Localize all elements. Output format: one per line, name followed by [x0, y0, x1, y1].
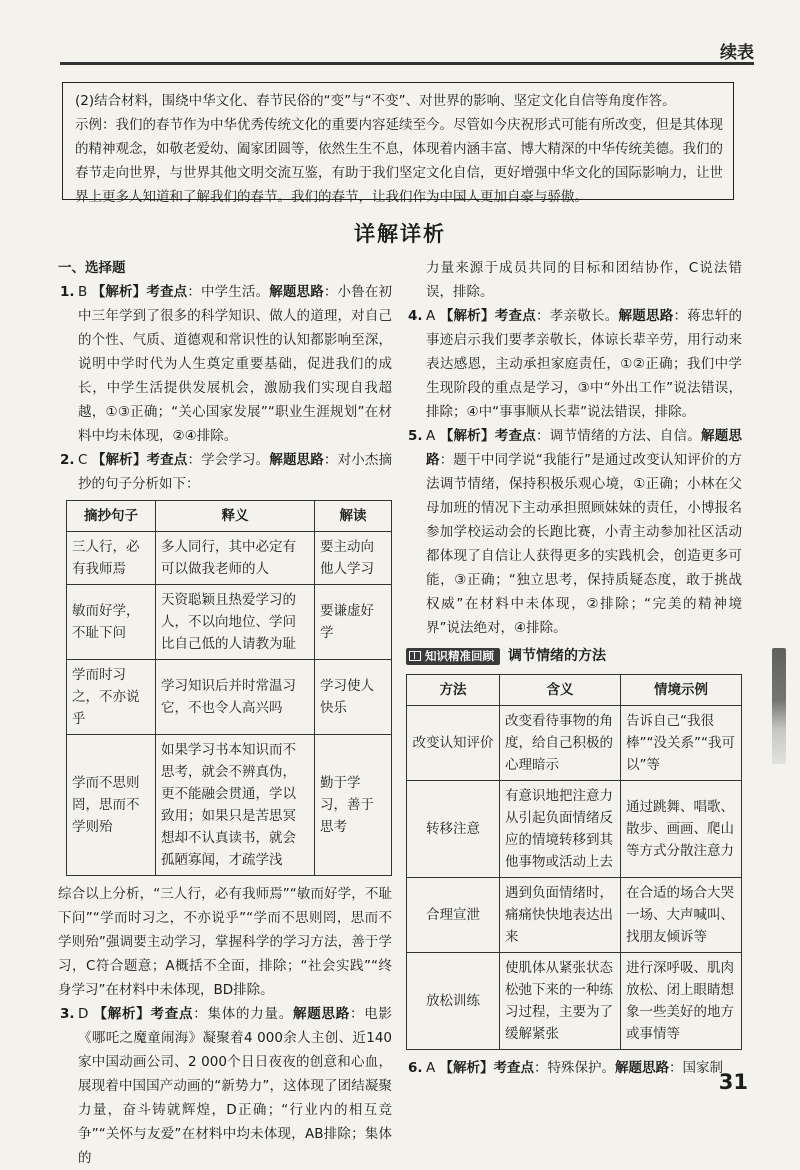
question-number: 5.: [408, 428, 423, 444]
table-row: [407, 706, 742, 781]
answer-box-example: 示例：我们的春节作为中华优秀传统文化的重要内容延续至今。尽管如今庆祝形式可能有所改变，但是其体现的精神观念，如敬老爱幼、阖家团圆等，依然生生不息，体现着内涵丰富、博大精深的中华传统美德。我们的春节走向世界，与世界其他文明交流互鉴，有助于我们坚定文化自信，更好增强中华文化的国际影响力，让世界上更多人知道和了解我们的春节。我们的春节，让我们作为中国人更加自豪与骄傲。: [75, 117, 723, 205]
header-rule: [60, 62, 754, 65]
text: ：集体的力量。: [193, 1006, 293, 1022]
section-title: 一、选择题: [58, 260, 126, 276]
question-2-conclusion: 综合以上分析，“三人行，必有我师焉”“敏而好学，不耻下问”“学而时习之，不亦说乎”“学而不思则罔，思而不学则殆”强调要主动学习，掌握科学的学习方法，善于学习，C符合题意；A概括不全面，排除；“社会实践”“终身学习”在材料中未体现，BD排除。: [58, 886, 392, 998]
keyword: 解题思路: [615, 1060, 670, 1076]
excerpt-table-wrap: [58, 500, 392, 876]
question-number: 3.: [60, 1006, 75, 1022]
answer-letter: C: [78, 452, 88, 468]
table-cell: 要主动向他人学习: [315, 532, 392, 585]
right-column: [406, 256, 742, 1080]
question-number: 1.: [60, 284, 75, 300]
knowledge-review-header: [406, 644, 742, 668]
page-edge-tab: [772, 648, 786, 764]
table-row: [67, 735, 392, 876]
question-2: [58, 448, 392, 496]
text: ：题干中同学说“我能行”是通过改变认知评价的方法调节情绪，保持积极乐观心境，①正确；小林在父母加班的情况下主动承担照顾妹妹的责任，小博报名参加学校运动会的长跑比赛，小青主动参加社区活动都体现了自信让人获得更多的实践机会，创造更多可能，③正确；“独立思考，保持质疑态度，敢于挑战权威”在材料中未体现，②排除；“完美的精神境界”说法绝对，④排除。: [426, 452, 742, 636]
question-number: 2.: [60, 452, 75, 468]
table-header: 解读: [315, 501, 392, 532]
text: ：学会学习。: [187, 452, 270, 468]
question-number: 6.: [408, 1060, 423, 1076]
table-cell: 告诉自己“我很棒”“没关系”“我可以”等: [621, 706, 742, 781]
question-6: [406, 1056, 742, 1080]
keyword: 解题思路: [426, 428, 743, 468]
text: ：调节情绪的方法、自信。: [536, 428, 702, 444]
table-cell: 在合适的场合大哭一场、大声喊叫、找朋友倾诉等: [621, 878, 742, 953]
question-5: [406, 424, 742, 640]
table-row: [407, 878, 742, 953]
table-row: [67, 532, 392, 585]
answer-box: [62, 82, 734, 205]
knowledge-review-badge: [406, 648, 500, 665]
table-header: 方法: [407, 675, 500, 706]
answer-letter: D: [78, 1006, 89, 1022]
keyword: 考查点: [146, 452, 188, 468]
keyword: 考查点: [494, 308, 537, 324]
table-header: 含义: [500, 675, 621, 706]
left-column: [58, 256, 392, 1170]
question-4: [406, 304, 742, 424]
question-3-continued: 力量来源于成员共同的目标和团结协作，C说法错误，排除。: [426, 260, 742, 300]
question-3: [58, 1002, 392, 1170]
table-cell: 学习使人快乐: [315, 660, 392, 735]
answer-box-line1: (2)结合材料，围绕中华文化、春节民俗的“变”与“不变”、对世界的影响、坚定文化自信等角度作答。: [75, 93, 676, 109]
knowledge-review-title: 调节情绪的方法: [508, 648, 606, 664]
table-cell: 天资聪颖且热爱学习的人，不以向地位、学问比自己低的人请教为耻: [156, 585, 315, 660]
keyword: 考查点: [146, 284, 188, 300]
badge-label: 知识精准回顾: [425, 648, 494, 663]
text: ：小鲁在初中三年学到了很多的科学知识、做人的道理，对自己的个性、气质、道德观和常识性的认知都影响至深，说明中学时代为人生奠定重要基础，促进我们的成长，中学生活提供发展机会，激励我们实现自我超越，①③正确；“关心国家发展”“职业生涯规划”在材料中均未体现，②④排除。: [78, 284, 392, 444]
analysis-tag: 【解析】: [91, 284, 147, 300]
keyword: 解题思路: [269, 284, 324, 300]
table-header: 情境示例: [621, 675, 742, 706]
analysis-tag: 【解析】: [439, 1060, 494, 1076]
keyword: 解题思路: [269, 452, 324, 468]
keyword: 考查点: [494, 428, 537, 444]
table-cell: 进行深呼吸、肌肉放松、闭上眼睛想象一些美好的地方或事情等: [621, 953, 742, 1050]
table-header-row: [67, 501, 392, 532]
table-header: 释义: [156, 501, 315, 532]
analysis-tag: 【解析】: [439, 428, 495, 444]
text: ：对小杰摘抄的句子分析如下：: [78, 452, 393, 492]
continued-label: 续表: [720, 43, 754, 63]
table-cell: 多人同行，其中必定有可以做我老师的人: [156, 532, 315, 585]
book-icon: [409, 651, 421, 661]
question-1: [58, 280, 392, 448]
text: ：蒋忠轩的事迹启示我们要孝亲敬长，体谅长辈辛劳，用行动来表达感恩，主动承担家庭责任，①②正确；我们中学生现阶段的重点是学习，③中“外出工作”说法错误，排除；④中“事事顺从长辈”说法错误，排除。: [426, 308, 743, 420]
answer-letter: A: [426, 308, 436, 324]
analysis-tag: 【解析】: [439, 308, 495, 324]
text: ：国家制: [669, 1060, 724, 1076]
page-number: 31: [718, 1070, 748, 1094]
table-cell: 放松训练: [407, 953, 500, 1050]
table-cell: 要谦虚好学: [315, 585, 392, 660]
table-cell: 使肌体从紧张状态松弛下来的一种练习过程，主要为了缓解紧张: [500, 953, 621, 1050]
analysis-tag: 【解析】: [93, 1006, 151, 1022]
text: ：特殊保护。: [534, 1060, 616, 1076]
table-row: [407, 781, 742, 878]
section-heading: 详解详析: [354, 222, 446, 246]
text: ：电影《哪吒之魔童闹海》凝聚着4 000余人主创、近140家中国动画公司、2 000个日日夜夜的创意和心血，展现着中国国产动画的“新势力”，这体现了团结凝聚力量，奋斗铸就辉煌，D正确；“行业内的相互竞争”“关怀与友爱”在材料中均未体现，AB排除；集体的: [78, 1006, 393, 1166]
table-header: 摘抄句子: [67, 501, 156, 532]
table-cell: 有意识地把注意力从引起负面情绪反应的情境转移到其他事物或活动上去: [500, 781, 621, 878]
excerpt-table: [66, 500, 392, 876]
table-row: [67, 585, 392, 660]
keyword: 解题思路: [293, 1006, 351, 1022]
emotion-methods-table: [406, 674, 742, 1050]
table-cell: 合理宣泄: [407, 878, 500, 953]
table-cell: 勤于学习，善于思考: [315, 735, 392, 876]
table-header-row: [407, 675, 742, 706]
table-row: [407, 953, 742, 1050]
keyword: 考查点: [150, 1006, 194, 1022]
table-row: [67, 660, 392, 735]
table-cell: 改变认知评价: [407, 706, 500, 781]
table-cell: 通过跳舞、唱歌、散步、画画、爬山等方式分散注意力: [621, 781, 742, 878]
keyword: 解题思路: [618, 308, 674, 324]
table-cell: 三人行，必有我师焉: [67, 532, 156, 585]
table-cell: 学而时习之，不亦说乎: [67, 660, 156, 735]
table-cell: 学而不思则罔，思而不学则殆: [67, 735, 156, 876]
answer-letter: B: [78, 284, 88, 300]
table-cell: 如果学习书本知识而不思考，就会不辨真伪，更不能融会贯通，学以致用；如果只是苦思冥想却不认真读书，就会孤陋寡闻，才疏学浅: [156, 735, 315, 876]
table-cell: 遇到负面情绪时，痛痛快快地表达出来: [500, 878, 621, 953]
table-cell: 学习知识后并时常温习它，不也令人高兴吗: [156, 660, 315, 735]
keyword: 考查点: [493, 1060, 535, 1076]
question-number: 4.: [408, 308, 423, 324]
text: ：中学生活。: [187, 284, 270, 300]
table-cell: 改变看待事物的角度，给自己积极的心理暗示: [500, 706, 621, 781]
text: ：孝亲敬长。: [536, 308, 619, 324]
answer-letter: A: [426, 428, 436, 444]
table-cell: 敏而好学，不耻下问: [67, 585, 156, 660]
table-cell: 转移注意: [407, 781, 500, 878]
answer-letter: A: [426, 1060, 436, 1076]
analysis-tag: 【解析】: [91, 452, 147, 468]
